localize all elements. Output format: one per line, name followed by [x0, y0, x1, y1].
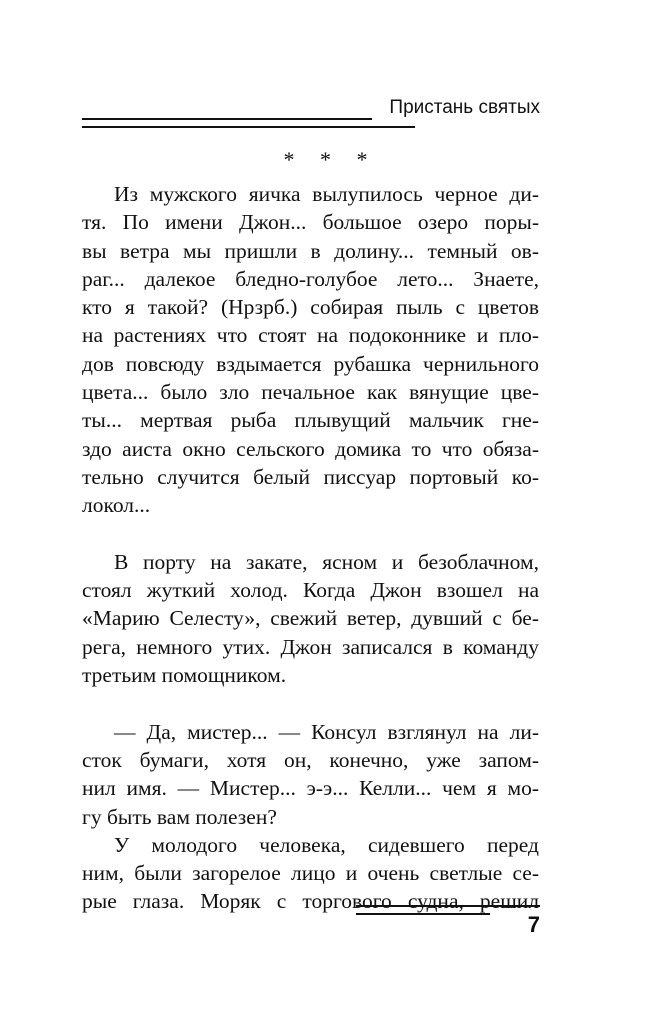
paragraph-gap	[82, 520, 539, 548]
running-title: Пристань святых	[389, 97, 540, 118]
text-line: У молодого человека, сидевшего перед	[114, 832, 539, 857]
text-line: гу быть вам полезен?	[82, 804, 277, 829]
text-line: цвета... было зло печальное как вянущие цве-	[82, 380, 539, 405]
text-line: кто я такой? (Нрзрб.) собирая пыль с цветов	[82, 295, 539, 320]
section-separator: * * *	[283, 147, 378, 172]
text-line: рые глаза. Моряк с торгового судна, решил	[82, 889, 539, 914]
text-line: ты... мертвая рыба плывущий мальчик гне-	[82, 408, 539, 433]
text-line: третьим помощником.	[82, 663, 287, 688]
page-header	[0, 0, 661, 140]
footer-rule-bottom	[356, 913, 490, 915]
footer-rule-top	[356, 905, 540, 907]
text-line: раг... далекое бледно-голубое лето... Знаете,	[82, 266, 539, 291]
text-line: тя. По имени Джон... большое озеро поры-	[82, 210, 539, 235]
header-rule-top	[82, 118, 372, 120]
header-rule-bottom	[82, 126, 415, 128]
text-line: здо аиста окно сельского домика то что обяза-	[82, 436, 539, 461]
text-line: сток бумаги, хотя он, конечно, уже запом-	[82, 747, 539, 772]
page-number: 7	[527, 912, 540, 937]
text-line: — Да, мистер... — Консул взглянул на ли-	[114, 719, 539, 744]
text-line: локол...	[82, 493, 151, 518]
text-line: В порту на закате, ясном и безоблачном,	[114, 549, 539, 574]
text-line: тельно случится белый писсуар портовый ко-	[82, 464, 539, 489]
paragraph-gap	[82, 689, 539, 717]
text-line: «Марию Селесту», свежий ветер, дувший с бе-	[82, 606, 539, 631]
text-line: дов повсюду вздымается рубашка чернильного	[82, 351, 539, 376]
body-text	[82, 180, 539, 916]
text-line: вы ветра мы пришли в долину... темный ов-	[82, 238, 539, 263]
text-line: Из мужского яичка вылупилось черное ди-	[114, 182, 539, 206]
text-line: рега, немного утих. Джон записался в команду	[82, 634, 539, 659]
text-line: на растениях что стоят на подоконнике и пло-	[82, 323, 539, 348]
text-line: стоял жуткий холод. Когда Джон взошел на	[82, 578, 539, 603]
text-line: ним, были загорелое лицо и очень светлые се-	[82, 861, 539, 886]
text-line: нил имя. — Мистер... э-э... Келли... чем я мо-	[82, 776, 539, 801]
